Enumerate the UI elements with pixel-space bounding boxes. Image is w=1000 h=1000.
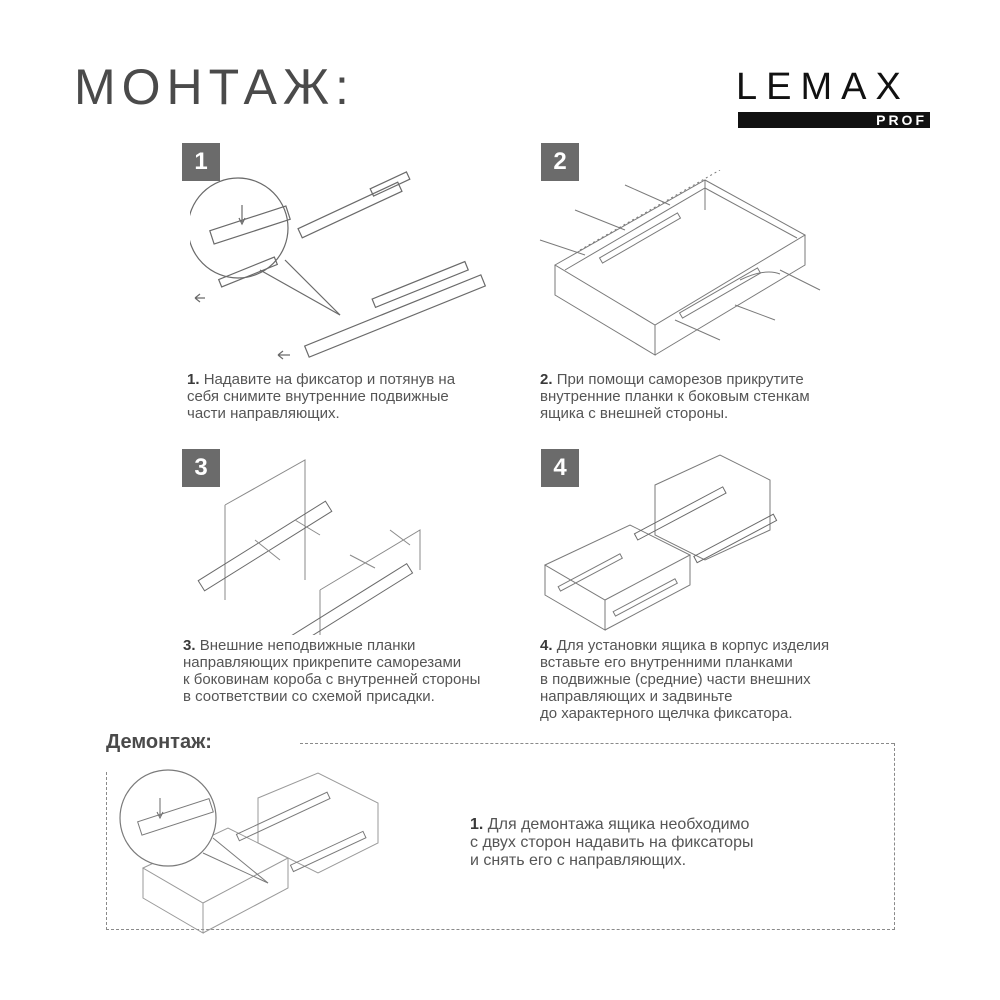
dismount-title: Демонтаж: xyxy=(106,731,212,753)
brand-name: LEMAX xyxy=(736,66,910,108)
step-1-line: Надавите на фиксатор и потянув на xyxy=(203,371,456,388)
step-3-line: в соответствии со схемой присадки. xyxy=(183,688,435,705)
step-4-badge: 4 xyxy=(541,449,579,487)
step-2-line: внутренние планки к боковым стенкам xyxy=(540,388,810,405)
dismount-text xyxy=(470,816,753,870)
step-2-badge: 2 xyxy=(541,143,579,181)
step-3-num: 3. xyxy=(183,637,196,654)
step-4-text xyxy=(540,637,829,722)
dismount-line: и снять его с направляющих. xyxy=(470,852,687,869)
step-2-line: ящика с внешней стороны. xyxy=(540,405,729,422)
brand-sub: PROF xyxy=(876,112,927,128)
step-3-line: к боковинам короба с внутренней стороны xyxy=(183,671,481,688)
step-4-illustration xyxy=(540,450,780,635)
step-3-text xyxy=(183,637,480,705)
step-4-line: вставьте его внутренними планками xyxy=(540,654,793,671)
step-2-illustration xyxy=(535,170,835,360)
dismount-illustration xyxy=(118,768,388,938)
step-1-badge: 1 xyxy=(182,143,220,181)
dismount-line: с двух сторон надавить на фиксаторы xyxy=(470,834,754,851)
step-3-line: Внешние неподвижные планки xyxy=(199,637,416,654)
step-3-badge: 3 xyxy=(182,449,220,487)
brand-logo xyxy=(736,68,931,132)
step-4-line: Для установки ящика в корпус изделия xyxy=(556,637,830,654)
step-2-line: При помощи саморезов прикрутите xyxy=(556,371,804,388)
step-1-illustration xyxy=(190,150,490,365)
page-title: МОНТАЖ: xyxy=(74,59,355,115)
step-2-num: 2. xyxy=(540,371,553,388)
step-1-line: себя снимите внутренние подвижные xyxy=(187,388,449,405)
step-2-text xyxy=(540,371,810,422)
step-4-num: 4. xyxy=(540,637,553,654)
step-3-illustration xyxy=(185,440,425,635)
step-1-text xyxy=(187,371,455,422)
step-1-num: 1. xyxy=(187,371,200,388)
dismount-num: 1. xyxy=(470,816,484,833)
step-4-line: направляющих и задвиньте xyxy=(540,688,733,705)
step-3-line: направляющих прикрепите саморезами xyxy=(183,654,462,671)
step-4-line: до характерного щелчка фиксатора. xyxy=(540,705,793,722)
step-4-line: в подвижные (средние) части внешних xyxy=(540,671,811,688)
dismount-line: Для демонтажа ящика необходимо xyxy=(487,816,750,833)
step-1-line: части направляющих. xyxy=(187,405,340,422)
